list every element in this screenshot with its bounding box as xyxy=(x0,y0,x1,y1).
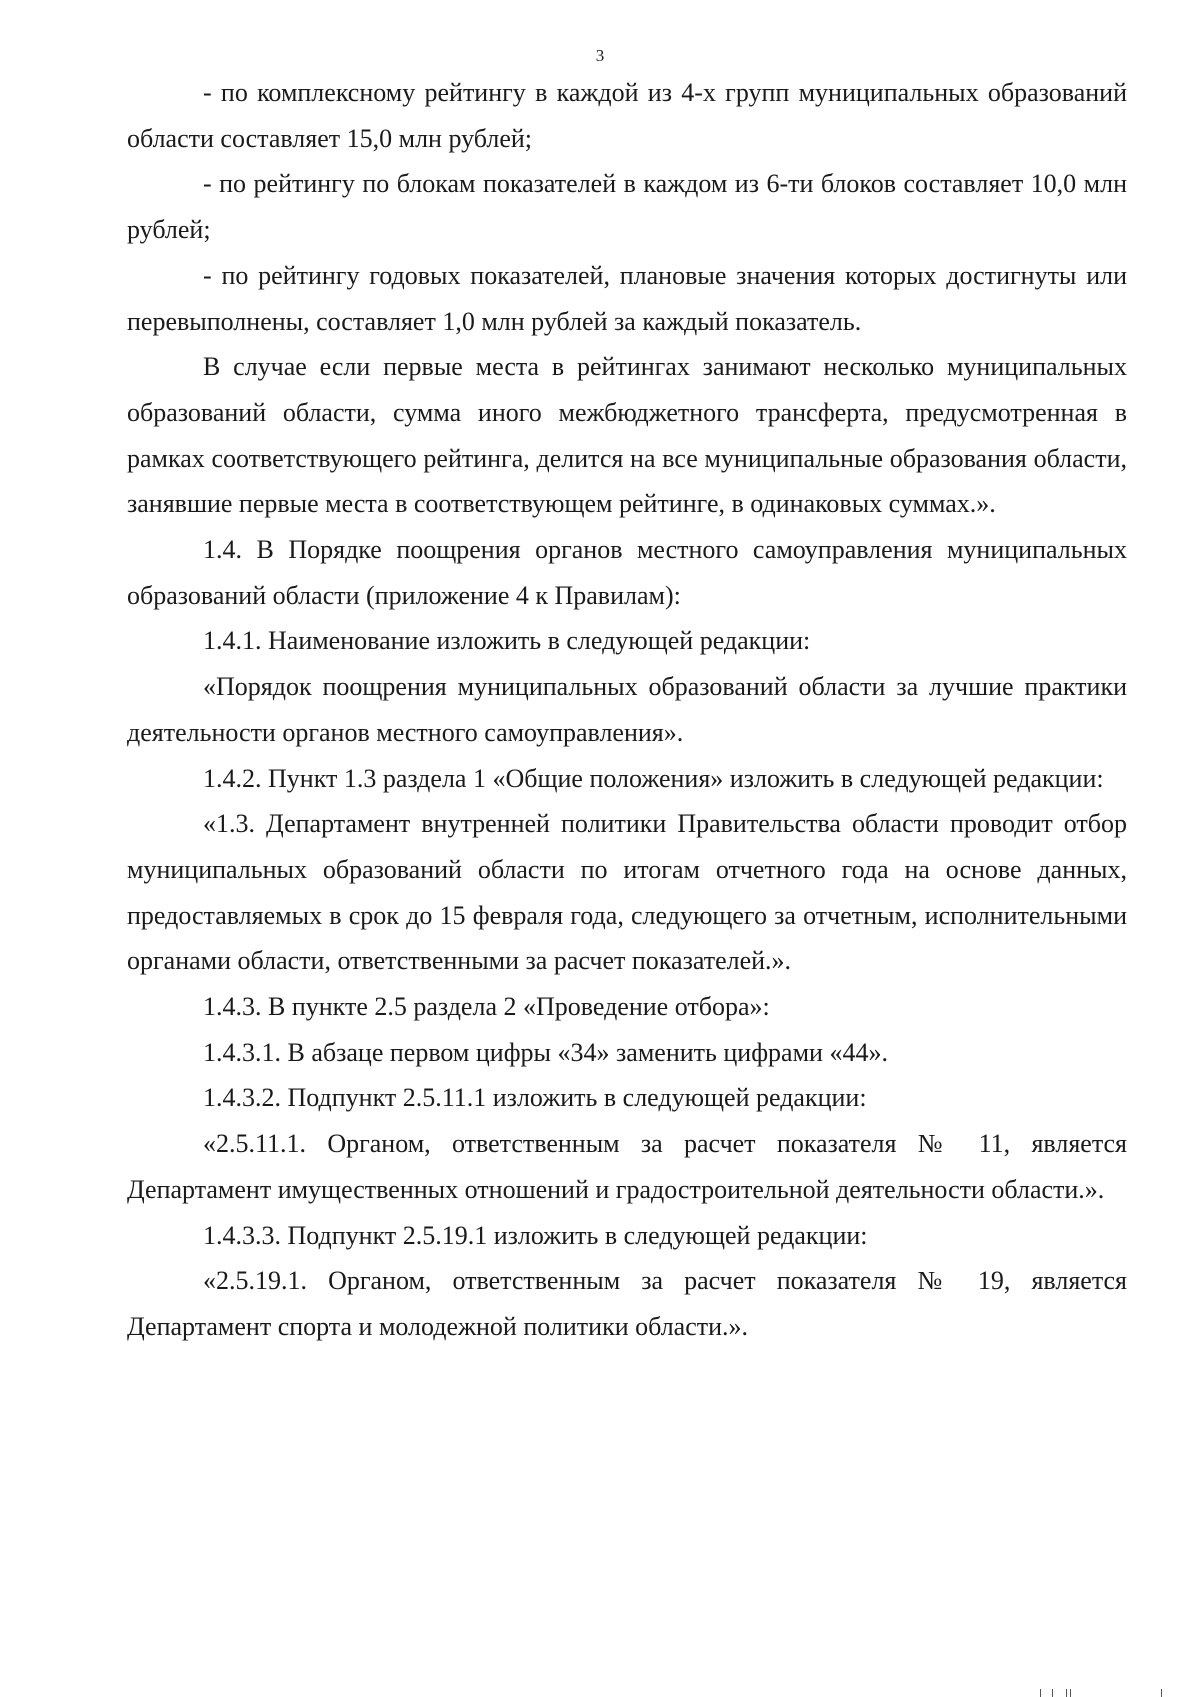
paragraph-rating-blocks: - по рейтингу по блокам показателей в каждом из 6-ти блоков составляет 10,0 млн рублей; xyxy=(127,169,1127,245)
document-body xyxy=(127,70,1127,1350)
paragraph-1-4-3-1: 1.4.3.1. В абзаце первом цифры «34» заменить цифрами «44». xyxy=(203,1037,888,1067)
paragraph-new-title: «Порядок поощрения муниципальных образований области за лучшие практики деятельности органов местного самоуправления». xyxy=(127,672,1127,747)
scan-artifact xyxy=(1052,1689,1053,1697)
scan-artifact xyxy=(1161,1689,1162,1697)
paragraph-rating-annual: - по рейтингу годовых показателей, плановые значения которых достигнуты или перевыполнены, составляет 1,0 млн рублей за каждый показатель. xyxy=(127,260,1127,336)
paragraph-2-5-19-1: «2.5.19.1. Органом, ответственным за расчет показателя № 19, является Департамент спорта и молодежной политики области.». xyxy=(127,1266,1127,1341)
paragraph-first-places: В случае если первые места в рейтингах занимают несколько муниципальных образований области, сумма иного межбюджетного трансферта, предусмотренная в рамках соответствующего рейтинга, делится на все муниципальные образования области, занявшие первые места в соответствующем рейтинге, в одинаковых суммах.». xyxy=(127,352,1127,519)
paragraph-1-4: 1.4. В Порядке поощрения органов местного самоуправления муниципальных образований области (приложение 4 к Правилам): xyxy=(127,535,1127,610)
paragraph-1-4-3: 1.4.3. В пункте 2.5 раздела 2 «Проведение отбора»: xyxy=(203,992,770,1022)
paragraph-1-4-3-2: 1.4.3.2. Подпункт 2.5.11.1 изложить в следующей редакции: xyxy=(203,1083,867,1113)
paragraph-2-5-11-1: «2.5.11.1. Органом, ответственным за расчет показателя № 11, является Департамент имущественных отношений и градостроительной деятельности области.». xyxy=(127,1129,1127,1204)
scan-artifact xyxy=(1040,1689,1041,1697)
paragraph-1-4-3-3: 1.4.3.3. Подпункт 2.5.19.1 изложить в следующей редакции: xyxy=(203,1220,868,1250)
paragraph-rating-complex: - по комплексному рейтингу в каждой из 4-х групп муниципальных образований области составляет 15,0 млн рублей; xyxy=(127,78,1127,153)
paragraph-1-3-text: «1.3. Департамент внутренней политики Правительства области проводит отбор муниципальных образований области по итогам отчетного года на основе данных, предоставляемых в срок до 15 февраля года, следующего за отчетным, исполнительными органами области, ответственными за расчет показателей.». xyxy=(127,809,1127,976)
scan-artifact xyxy=(1066,1689,1067,1697)
scan-artifact xyxy=(1070,1689,1071,1697)
paragraph-1-4-2: 1.4.2. Пункт 1.3 раздела 1 «Общие положения» изложить в следующей редакции: xyxy=(203,763,1104,793)
paragraph-1-4-1: 1.4.1. Наименование изложить в следующей редакции: xyxy=(203,626,811,656)
page-number: 3 xyxy=(595,46,605,65)
